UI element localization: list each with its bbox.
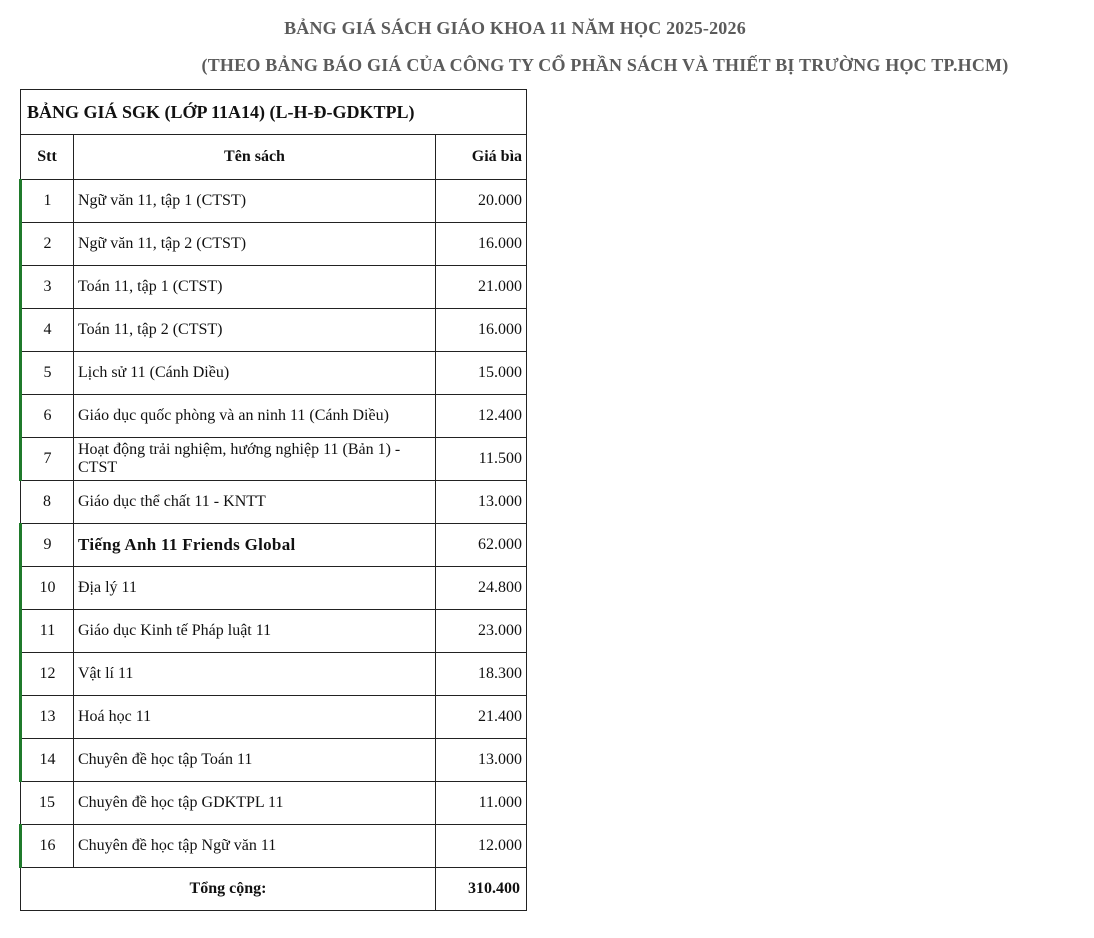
row-book-name: Hoá học 11: [74, 696, 436, 739]
row-price: 13.000: [436, 739, 527, 782]
row-price: 21.400: [436, 696, 527, 739]
total-value: 310.400: [436, 868, 527, 911]
row-stt: 9: [21, 524, 74, 567]
table-row: [21, 180, 527, 223]
row-book-name: Địa lý 11: [74, 567, 436, 610]
row-price: 21.000: [436, 266, 527, 309]
row-stt: 7: [21, 438, 74, 481]
table-row: [21, 481, 527, 524]
table-row: [21, 825, 527, 868]
row-book-name: Giáo dục quốc phòng và an ninh 11 (Cánh Diều): [74, 395, 436, 438]
column-header-name: Tên sách: [74, 135, 436, 180]
row-price: 18.300: [436, 653, 527, 696]
row-price: 11.500: [436, 438, 527, 481]
table-row: [21, 309, 527, 352]
row-book-name: Toán 11, tập 2 (CTST): [74, 309, 436, 352]
table-row: [21, 739, 527, 782]
row-book-name: Giáo dục Kinh tế Pháp luật 11: [74, 610, 436, 653]
row-stt: 3: [21, 266, 74, 309]
row-book-name: Giáo dục thể chất 11 - KNTT: [74, 481, 436, 524]
row-stt: 8: [21, 481, 74, 524]
row-stt: 11: [21, 610, 74, 653]
row-book-name: Chuyên đề học tập Toán 11: [74, 739, 436, 782]
row-price: 20.000: [436, 180, 527, 223]
page-title: BẢNG GIÁ SÁCH GIÁO KHOA 11 NĂM HỌC 2025-2026: [284, 18, 746, 38]
table-row: [21, 223, 527, 266]
row-stt: 12: [21, 653, 74, 696]
row-stt: 5: [21, 352, 74, 395]
row-book-name: Hoạt động trải nghiệm, hướng nghiệp 11 (Bản 1) - CTST: [74, 438, 436, 481]
table-row: [21, 696, 527, 739]
row-stt: 13: [21, 696, 74, 739]
table-row: [21, 524, 527, 567]
table-header-row: [21, 135, 527, 180]
row-stt: 1: [21, 180, 74, 223]
table-row: [21, 395, 527, 438]
table-row: [21, 567, 527, 610]
table-row: [21, 782, 527, 825]
row-book-name: Chuyên đề học tập GDKTPL 11: [74, 782, 436, 825]
row-price: 12.000: [436, 825, 527, 868]
table-row: [21, 352, 527, 395]
table-title: BẢNG GIÁ SGK (LỚP 11A14) (L-H-Đ-GDKTPL): [21, 90, 527, 135]
row-stt: 16: [21, 825, 74, 868]
row-book-name: Ngữ văn 11, tập 2 (CTST): [74, 223, 436, 266]
row-price: 24.800: [436, 567, 527, 610]
table-row: [21, 266, 527, 309]
total-row: [21, 868, 527, 911]
row-price: 23.000: [436, 610, 527, 653]
row-stt: 6: [21, 395, 74, 438]
row-price: 13.000: [436, 481, 527, 524]
row-stt: 14: [21, 739, 74, 782]
row-price: 16.000: [436, 309, 527, 352]
row-price: 62.000: [436, 524, 527, 567]
row-stt: 15: [21, 782, 74, 825]
row-book-name: Chuyên đề học tập Ngữ văn 11: [74, 825, 436, 868]
total-label: Tổng cộng:: [21, 868, 436, 911]
table-row: [21, 610, 527, 653]
table-row: [21, 438, 527, 481]
row-price: 11.000: [436, 782, 527, 825]
row-book-name: Tiếng Anh 11 Friends Global: [74, 524, 436, 567]
row-stt: 10: [21, 567, 74, 610]
row-price: 12.400: [436, 395, 527, 438]
page-subtitle: (THEO BẢNG BÁO GIÁ CỦA CÔNG TY CỔ PHẦN SÁCH VÀ THIẾT BỊ TRƯỜNG HỌC TP.HCM): [201, 55, 1009, 75]
column-header-stt: Stt: [21, 135, 74, 180]
row-stt: 4: [21, 309, 74, 352]
row-book-name: Vật lí 11: [74, 653, 436, 696]
row-book-name: Lịch sử 11 (Cánh Diều): [74, 352, 436, 395]
table-body: [21, 180, 527, 868]
table-row: [21, 653, 527, 696]
row-price: 15.000: [436, 352, 527, 395]
price-table: [19, 89, 527, 911]
row-stt: 2: [21, 223, 74, 266]
table-title-row: [21, 90, 527, 135]
row-price: 16.000: [436, 223, 527, 266]
column-header-price: Giá bìa: [436, 135, 527, 180]
row-book-name: Ngữ văn 11, tập 1 (CTST): [74, 180, 436, 223]
row-book-name: Toán 11, tập 1 (CTST): [74, 266, 436, 309]
